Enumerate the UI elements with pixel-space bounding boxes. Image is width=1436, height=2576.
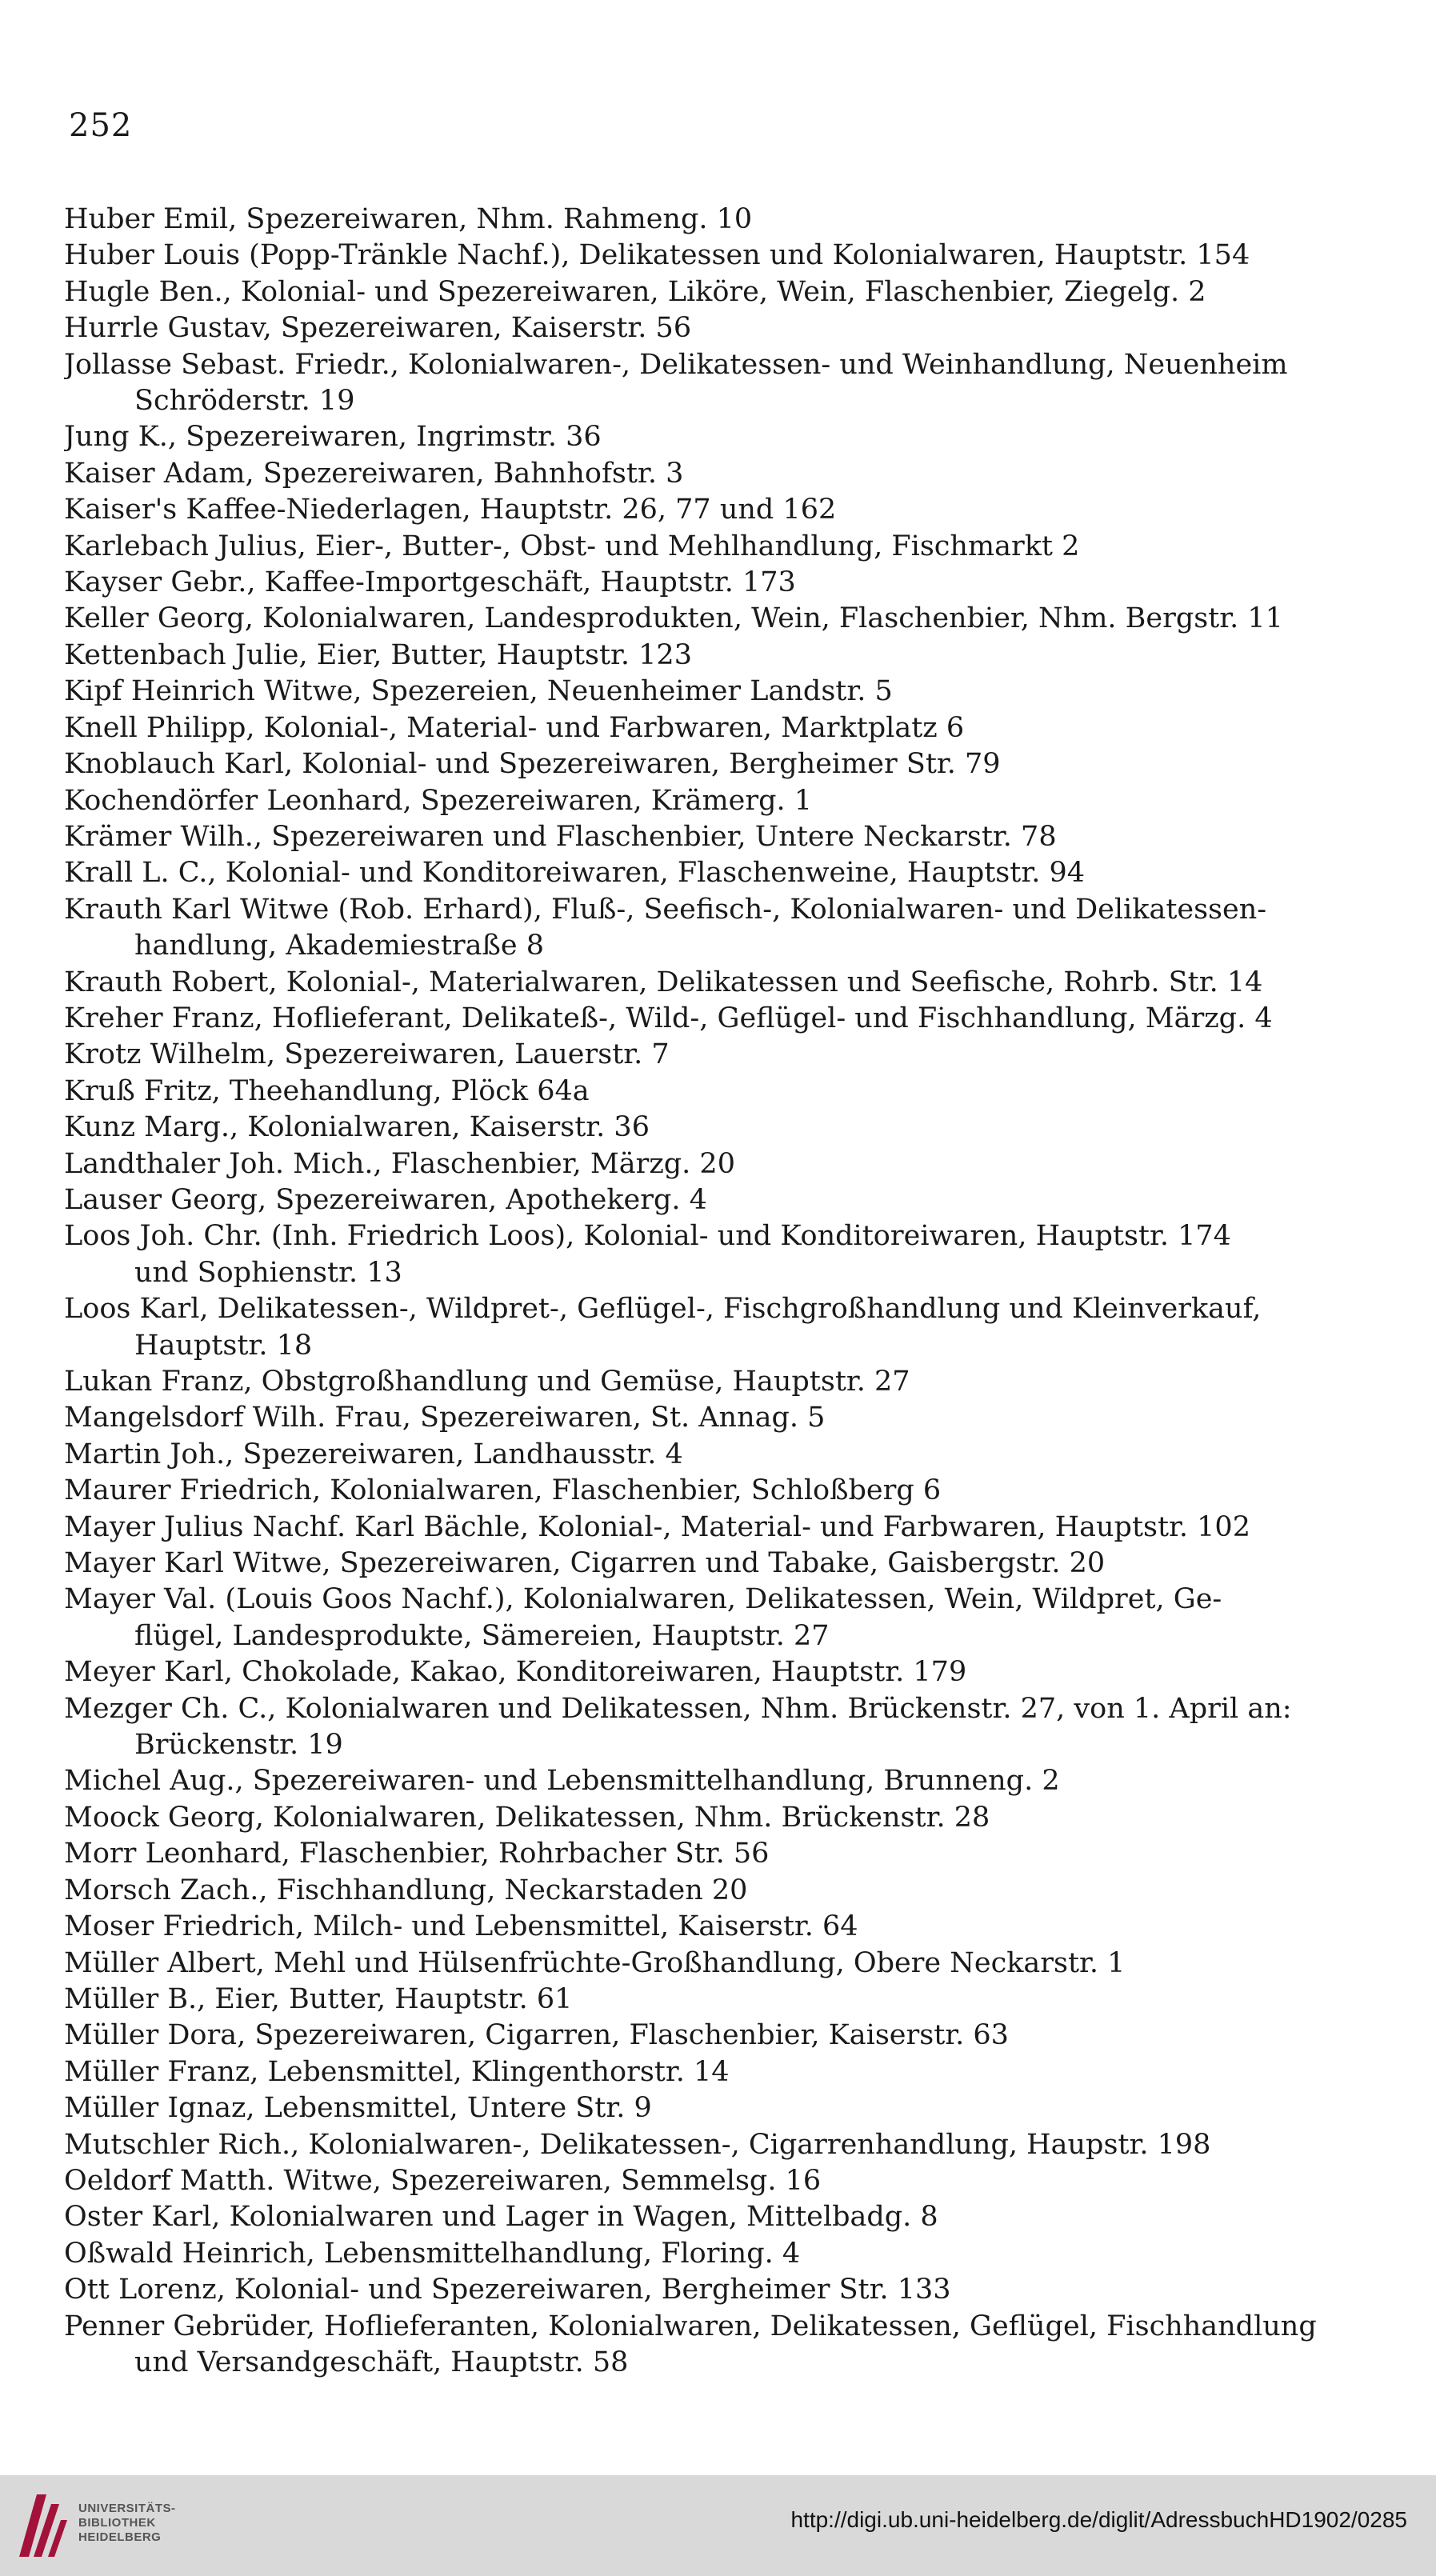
entry-line: Martin Joh., Spezereiwaren, Landhausstr. 4 [64,1438,683,1470]
entry-line: Morr Leonhard, Flaschenbier, Rohrbacher Str. 56 [64,1838,770,1870]
entry-line: Krall L. C., Kolonial- und Konditoreiwaren, Flaschenweine, Hauptstr. 94 [64,857,1085,890]
entry-line: Mayer Val. (Louis Goos Nachf.), Kolonialwaren, Delikatessen, Wein, Wildpret, Ge- [64,1583,1222,1616]
entry-line: Knell Philipp, Kolonial-, Material- und Farbwaren, Marktplatz 6 [64,711,965,744]
entry-line: Krauth Karl Witwe (Rob. Erhard), Fluß-, Seefisch-, Kolonialwaren- und Delikatessen- [64,893,1267,926]
entry-line: Oster Karl, Kolonialwaren und Lager in Wagen, Mittelbadg. 8 [64,2201,938,2234]
directory-entry [64,202,1384,238]
entry-line: Oeldorf Matth. Witwe, Spezereiwaren, Semmelsg. 16 [64,2164,822,2197]
entry-line: Karlebach Julius, Eier-, Butter-, Obst- und Mehlhandlung, Fischmarkt 2 [64,530,1080,562]
directory-entry [64,419,1384,455]
entry-line: Müller Franz, Lebensmittel, Klingenthorstr. 14 [64,2055,730,2088]
directory-entry [64,1873,1384,1909]
directory-entry [64,456,1384,492]
directory-entry [64,2018,1384,2054]
directory-entry [64,274,1384,310]
entry-line: Müller B., Eier, Butter, Hauptstr. 61 [64,1982,573,2015]
directory-entry [64,1946,1384,1982]
entry-line: Krauth Robert, Kolonial-, Materialwaren, Delikatessen und Seefische, Rohrb. Str. 14 [64,966,1263,998]
directory-entry [64,1510,1384,1546]
directory-entry [64,1291,1384,1364]
directory-entry [64,2309,1384,2382]
entry-line: Kochendörfer Leonhard, Spezereiwaren, Krämerg. 1 [64,784,813,817]
entry-continuation-line: Schröderstr. 19 [134,385,355,418]
entry-line: Kettenbach Julie, Eier, Butter, Hauptstr. 123 [64,638,692,671]
library-logo-icon [13,2488,70,2565]
entry-line: Krotz Wilhelm, Spezereiwaren, Lauerstr. 7 [64,1038,670,1071]
entry-line: Ott Lorenz, Kolonial- und Spezereiwaren, Bergheimer Str. 133 [64,2274,951,2306]
directory-entry [64,892,1384,965]
directory-entry [64,529,1384,565]
entry-line: Huber Emil, Spezereiwaren, Nhm. Rahmeng. 10 [64,203,753,235]
entry-line: Michel Aug., Spezereiwaren- und Lebensmittelhandlung, Brunneng. 2 [64,1765,1060,1798]
entry-continuation-line: Brückenstr. 19 [134,1729,343,1762]
entry-line: Loos Joh. Chr. (Inh. Friedrich Loos), Kolonial- und Konditoreiwaren, Hauptstr. 174 [64,1220,1231,1253]
entry-line: Knoblauch Karl, Kolonial- und Spezereiwaren, Bergheimer Str. 79 [64,748,1001,781]
directory-entry [64,1691,1384,1764]
entry-line: Müller Dora, Spezereiwaren, Cigarren, Flaschenbier, Kaiserstr. 63 [64,2019,1009,2052]
directory-entry [64,1546,1384,1582]
directory-entries [64,202,1384,2381]
entry-line: Mezger Ch. C., Kolonialwaren und Delikatessen, Nhm. Brückenstr. 27, von 1. April an: [64,1692,1292,1725]
footer-bar [0,2475,1436,2576]
directory-entry [64,310,1384,346]
entry-line: Hurrle Gustav, Spezereiwaren, Kaiserstr. 56 [64,312,692,345]
entry-line: Huber Louis (Popp-Tränkle Nachf.), Delikatessen und Kolonialwaren, Hauptstr. 154 [64,239,1250,272]
directory-entry [64,347,1384,420]
entry-line: Hugle Ben., Kolonial- und Spezereiwaren, Liköre, Wein, Flaschenbier, Ziegelg. 2 [64,275,1206,308]
directory-entry [64,855,1384,891]
entry-line: Kipf Heinrich Witwe, Spezereien, Neuenheimer Landstr. 5 [64,675,893,708]
entry-line: Mangelsdorf Wilh. Frau, Spezereiwaren, St. Annag. 5 [64,1402,826,1434]
entry-line: Kaiser's Kaffee-Niederlagen, Hauptstr. 26, 77 und 162 [64,494,837,526]
entry-line: Meyer Karl, Chokolade, Kakao, Konditoreiwaren, Hauptstr. 179 [64,1656,967,1689]
entry-line: Morsch Zach., Fischhandlung, Neckarstaden 20 [64,1874,748,1906]
directory-entry [64,746,1384,782]
page-number: 252 [69,107,133,144]
entry-line: Maurer Friedrich, Kolonialwaren, Flaschenbier, Schloßberg 6 [64,1474,942,1507]
source-url-link[interactable]: http://digi.ub.uni-heidelberg.de/diglit/AdressbuchHD1902/0285 [790,2507,1407,2532]
directory-entry [64,601,1384,637]
directory-entry [64,1001,1384,1037]
directory-entry [64,1982,1384,2018]
entry-continuation-line: Hauptstr. 18 [134,1329,313,1362]
entry-line: Müller Albert, Mehl und Hülsenfrüchte-Großhandlung, Obere Neckarstr. 1 [64,1946,1126,1979]
entry-line: Moser Friedrich, Milch- und Lebensmittel, Kaiserstr. 64 [64,1910,858,1943]
directory-entry [64,565,1384,601]
directory-entry [64,1437,1384,1473]
directory-entry [64,638,1384,674]
directory-entry [64,710,1384,746]
directory-entry [64,1909,1384,1945]
directory-entry [64,1110,1384,1146]
directory-entry [64,783,1384,819]
directory-entry [64,2199,1384,2235]
directory-entry [64,1582,1384,1654]
entry-line: Mutschler Rich., Kolonialwaren-, Delikatessen-, Cigarrenhandlung, Haupstr. 198 [64,2128,1211,2161]
directory-entry [64,1182,1384,1218]
directory-entry [64,2127,1384,2163]
directory-entry [64,1836,1384,1872]
library-name-line: HEIDELBERG [78,2530,162,2544]
directory-entry [64,1218,1384,1291]
entry-line: Loos Karl, Delikatessen-, Wildpret-, Geflügel-, Fischgroßhandlung und Kleinverkauf, [64,1293,1262,1326]
directory-entry [64,1800,1384,1836]
entry-continuation-line: flügel, Landesprodukte, Sämereien, Hauptstr. 27 [134,1619,830,1652]
directory-entry [64,2090,1384,2126]
directory-entry [64,238,1384,274]
entry-line: Krämer Wilh., Spezereiwaren und Flaschenbier, Untere Neckarstr. 78 [64,820,1057,853]
directory-entry [64,2054,1384,2090]
entry-continuation-line: handlung, Akademiestraße 8 [134,930,544,962]
library-name [78,2502,176,2545]
entry-line: Lauser Georg, Spezereiwaren, Apothekerg. 4 [64,1183,707,1216]
directory-entry [64,674,1384,710]
directory-entry [64,2272,1384,2308]
directory-entry [64,1074,1384,1110]
entry-line: Jollasse Sebast. Friedr., Kolonialwaren-, Delikatessen- und Weinhandlung, Neuenheim [64,348,1288,381]
entry-line: Landthaler Joh. Mich., Flaschenbier, Märzg. 20 [64,1147,735,1180]
library-name-line: BIBLIOTHEK [78,2516,156,2530]
entry-line: Müller Ignaz, Lebensmittel, Untere Str. 9 [64,2092,652,2125]
entry-line: Lukan Franz, Obstgroßhandlung und Gemüse, Hauptstr. 27 [64,1366,910,1398]
directory-entry [64,1473,1384,1509]
directory-entry [64,1654,1384,1690]
directory-entry [64,2236,1384,2272]
entry-line: Kreher Franz, Hoflieferant, Delikateß-, Wild-, Geflügel- und Fischhandlung, Märzg. 4 [64,1002,1273,1034]
directory-entry [64,1400,1384,1436]
entry-line: Kunz Marg., Kolonialwaren, Kaiserstr. 36 [64,1111,650,1144]
entry-line: Kruß Fritz, Theehandlung, Plöck 64a [64,1074,590,1107]
entry-line: Penner Gebrüder, Hoflieferanten, Kolonialwaren, Delikatessen, Geflügel, Fischhandlung [64,2310,1317,2342]
entry-line: Kaiser Adam, Spezereiwaren, Bahnhofstr. 3 [64,457,684,490]
library-name-line: UNIVERSITÄTS- [78,2502,176,2515]
entry-continuation-line: und Sophienstr. 13 [134,1256,402,1289]
directory-entry [64,1146,1384,1182]
entry-line: Jung K., Spezereiwaren, Ingrimstr. 36 [64,421,602,454]
directory-entry [64,1037,1384,1073]
directory-entry [64,2163,1384,2199]
entry-line: Mayer Karl Witwe, Spezereiwaren, Cigarren und Tabake, Gaisbergstr. 20 [64,1547,1106,1580]
entry-line: Oßwald Heinrich, Lebensmittelhandlung, Floring. 4 [64,2237,801,2270]
entry-line: Keller Georg, Kolonialwaren, Landesprodukten, Wein, Flaschenbier, Nhm. Bergstr. 11 [64,602,1283,635]
entry-line: Kayser Gebr., Kaffee-Importgeschäft, Hauptstr. 173 [64,566,796,599]
directory-entry [64,819,1384,855]
directory-entry [64,1364,1384,1400]
entry-continuation-line: und Versandgeschäft, Hauptstr. 58 [134,2346,629,2378]
directory-entry [64,492,1384,528]
entry-line: Moock Georg, Kolonialwaren, Delikatessen, Nhm. Brückenstr. 28 [64,1801,990,1834]
directory-entry [64,965,1384,1001]
entry-line: Mayer Julius Nachf. Karl Bächle, Kolonial-, Material- und Farbwaren, Hauptstr. 102 [64,1510,1250,1543]
directory-entry [64,1763,1384,1799]
